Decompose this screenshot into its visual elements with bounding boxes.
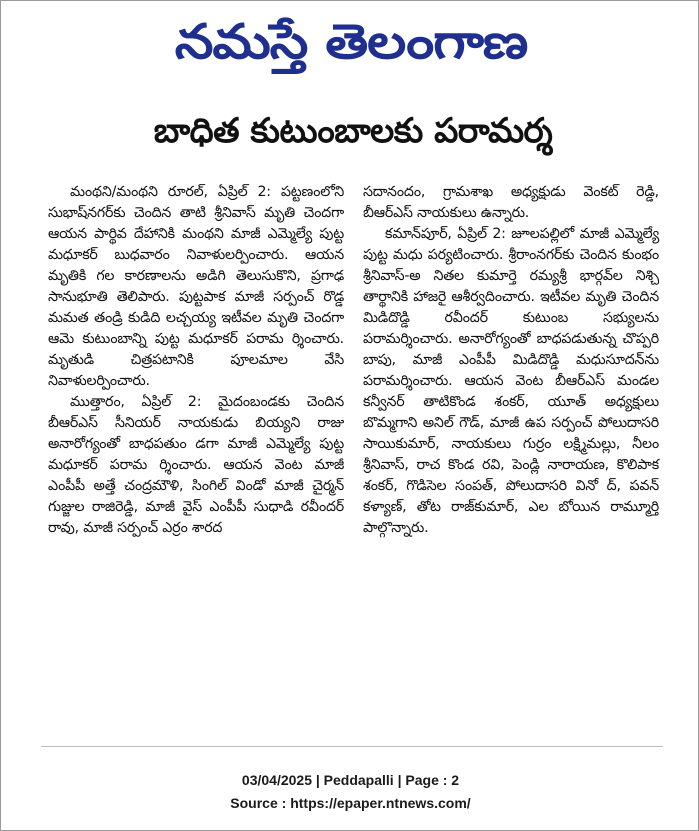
paragraph-manthani: మంథని/మంథని రూరల్, ఏప్రిల్ 2: పట్టణంలోని సుభాష్‌నగర్‌కు చెందిన తాటి శ్రీనివాస్ మృతి చెందగా ఆయన పార్థివ దేహానికి మంథని మాజీ ఎమ్మెల్యే పుట్ట మధూకర్ బుధవారం నివాళులర్పించారు. ఆయన మృతికి గల కారణాలను అడిగి తెలుసుకొని, ప్రగాఢ సానుభూతి తెలిపారు. పుట్టపాక మాజీ సర్పంచ్ రొడ్డ మమత తండ్రి కుడిది లచ్చయ్య ఇటీవల మృతి చెందగా ఆమె కుటుంబాన్ని పుట్ట మధూకర్ పరామ ర్శించారు. మృతుడి చిత్రపటానికి పూలమాల వేసి నివాళులర్పించారు. xyxy=(48,184,344,389)
article-column-left xyxy=(48,182,344,539)
source-link[interactable]: Source : https://epaper.ntnews.com/ xyxy=(230,795,471,811)
paragraph-kamanpur: కమాన్‌పూర్, ఏప్రిల్ 2: జూలపల్లిలో మాజీ ఎమ్మెల్యే పుట్ట మధు పర్యటించారు. శ్రీరాంనగర్‌కు చెందిన కుంభం శ్రీనివాస్-అ నితల కుమార్తె రమ్యశ్రీ భార్గవ్‌ల నిశ్చి తార్థానికి హాజరై ఆశీర్వదించారు. ఇటీవల మృతి చెందిన మిడిదొడ్డి రవీందర్ కుటుంబ సభ్యులను పరామర్శించారు. అనారోగ్యంతో బాధపడుతున్న చొప్పరి బాపు, మాజీ ఎంపీపీ మిడిదొడ్డి మధుసూదన్‌ను పరామర్శించారు. ఆయన వెంట బీఆర్‌ఎస్ మండల కన్వీనర్ తాటికొండ శంకర్, యూత్ అధ్యక్షులు బొమ్మగాని అనిల్ గౌడ్, మాజీ ఉప సర్పంచ్ పోలుదాసరి సాయికుమార్, నాయకులు గుర్రం లక్ష్మిమల్లు, నీలం శ్రీనివాస్, రాచ కొండ రవి, పెండ్లి నారాయణ, కొలిపాక శంకర్, గొడిసెల సంపత్, పోలుదాసరి వినో ద్, పవన్ కళ్యాణ్, తోట రాజ్‌కుమార్, ఎల బోయిన రామ్మూర్తి పాల్గొన్నారు. xyxy=(363,226,659,536)
edition-info: 03/04/2025 | Peddapalli | Page : 2 xyxy=(241,772,460,788)
article-column-right xyxy=(363,182,659,539)
newspaper-masthead: నమస్తే తెలంగాణ xyxy=(174,14,528,70)
paragraph-muttaram: ముత్తారం, ఏప్రిల్ 2: మైదంబండకు చెందిన బీఆర్‌ఎస్ సీనియర్ నాయకుడు బియ్యని రాజు అనారోగ్యంతో బాధపతుం డగా మాజీ ఎమ్మెల్యే పుట్ట మధూకర్ పరామ ర్శించారు. ఆయన వెంట మాజీ ఎంపీపీ అత్తే చంద్రమౌళి, సింగిల్ విండో మాజీ చైర్మన్ గుజ్జుల రాజిరెడ్డి, మాజీ వైస్ ఎంపీపీ సుధాడి రవీందర్ రావు, మాజీ సర్పంచ్ ఎర్రం శారద xyxy=(48,394,344,536)
paragraph-continuation: సదానందం, గ్రామశాఖ అధ్యక్షుడు వెంకట్ రెడ్డి, బీఆర్‌ఎస్ నాయకులు ఉన్నారు. xyxy=(363,184,659,221)
footer-divider xyxy=(41,746,663,747)
article-headline: బాధిత కుటుంబాలకు పరామర్శ xyxy=(153,111,553,151)
